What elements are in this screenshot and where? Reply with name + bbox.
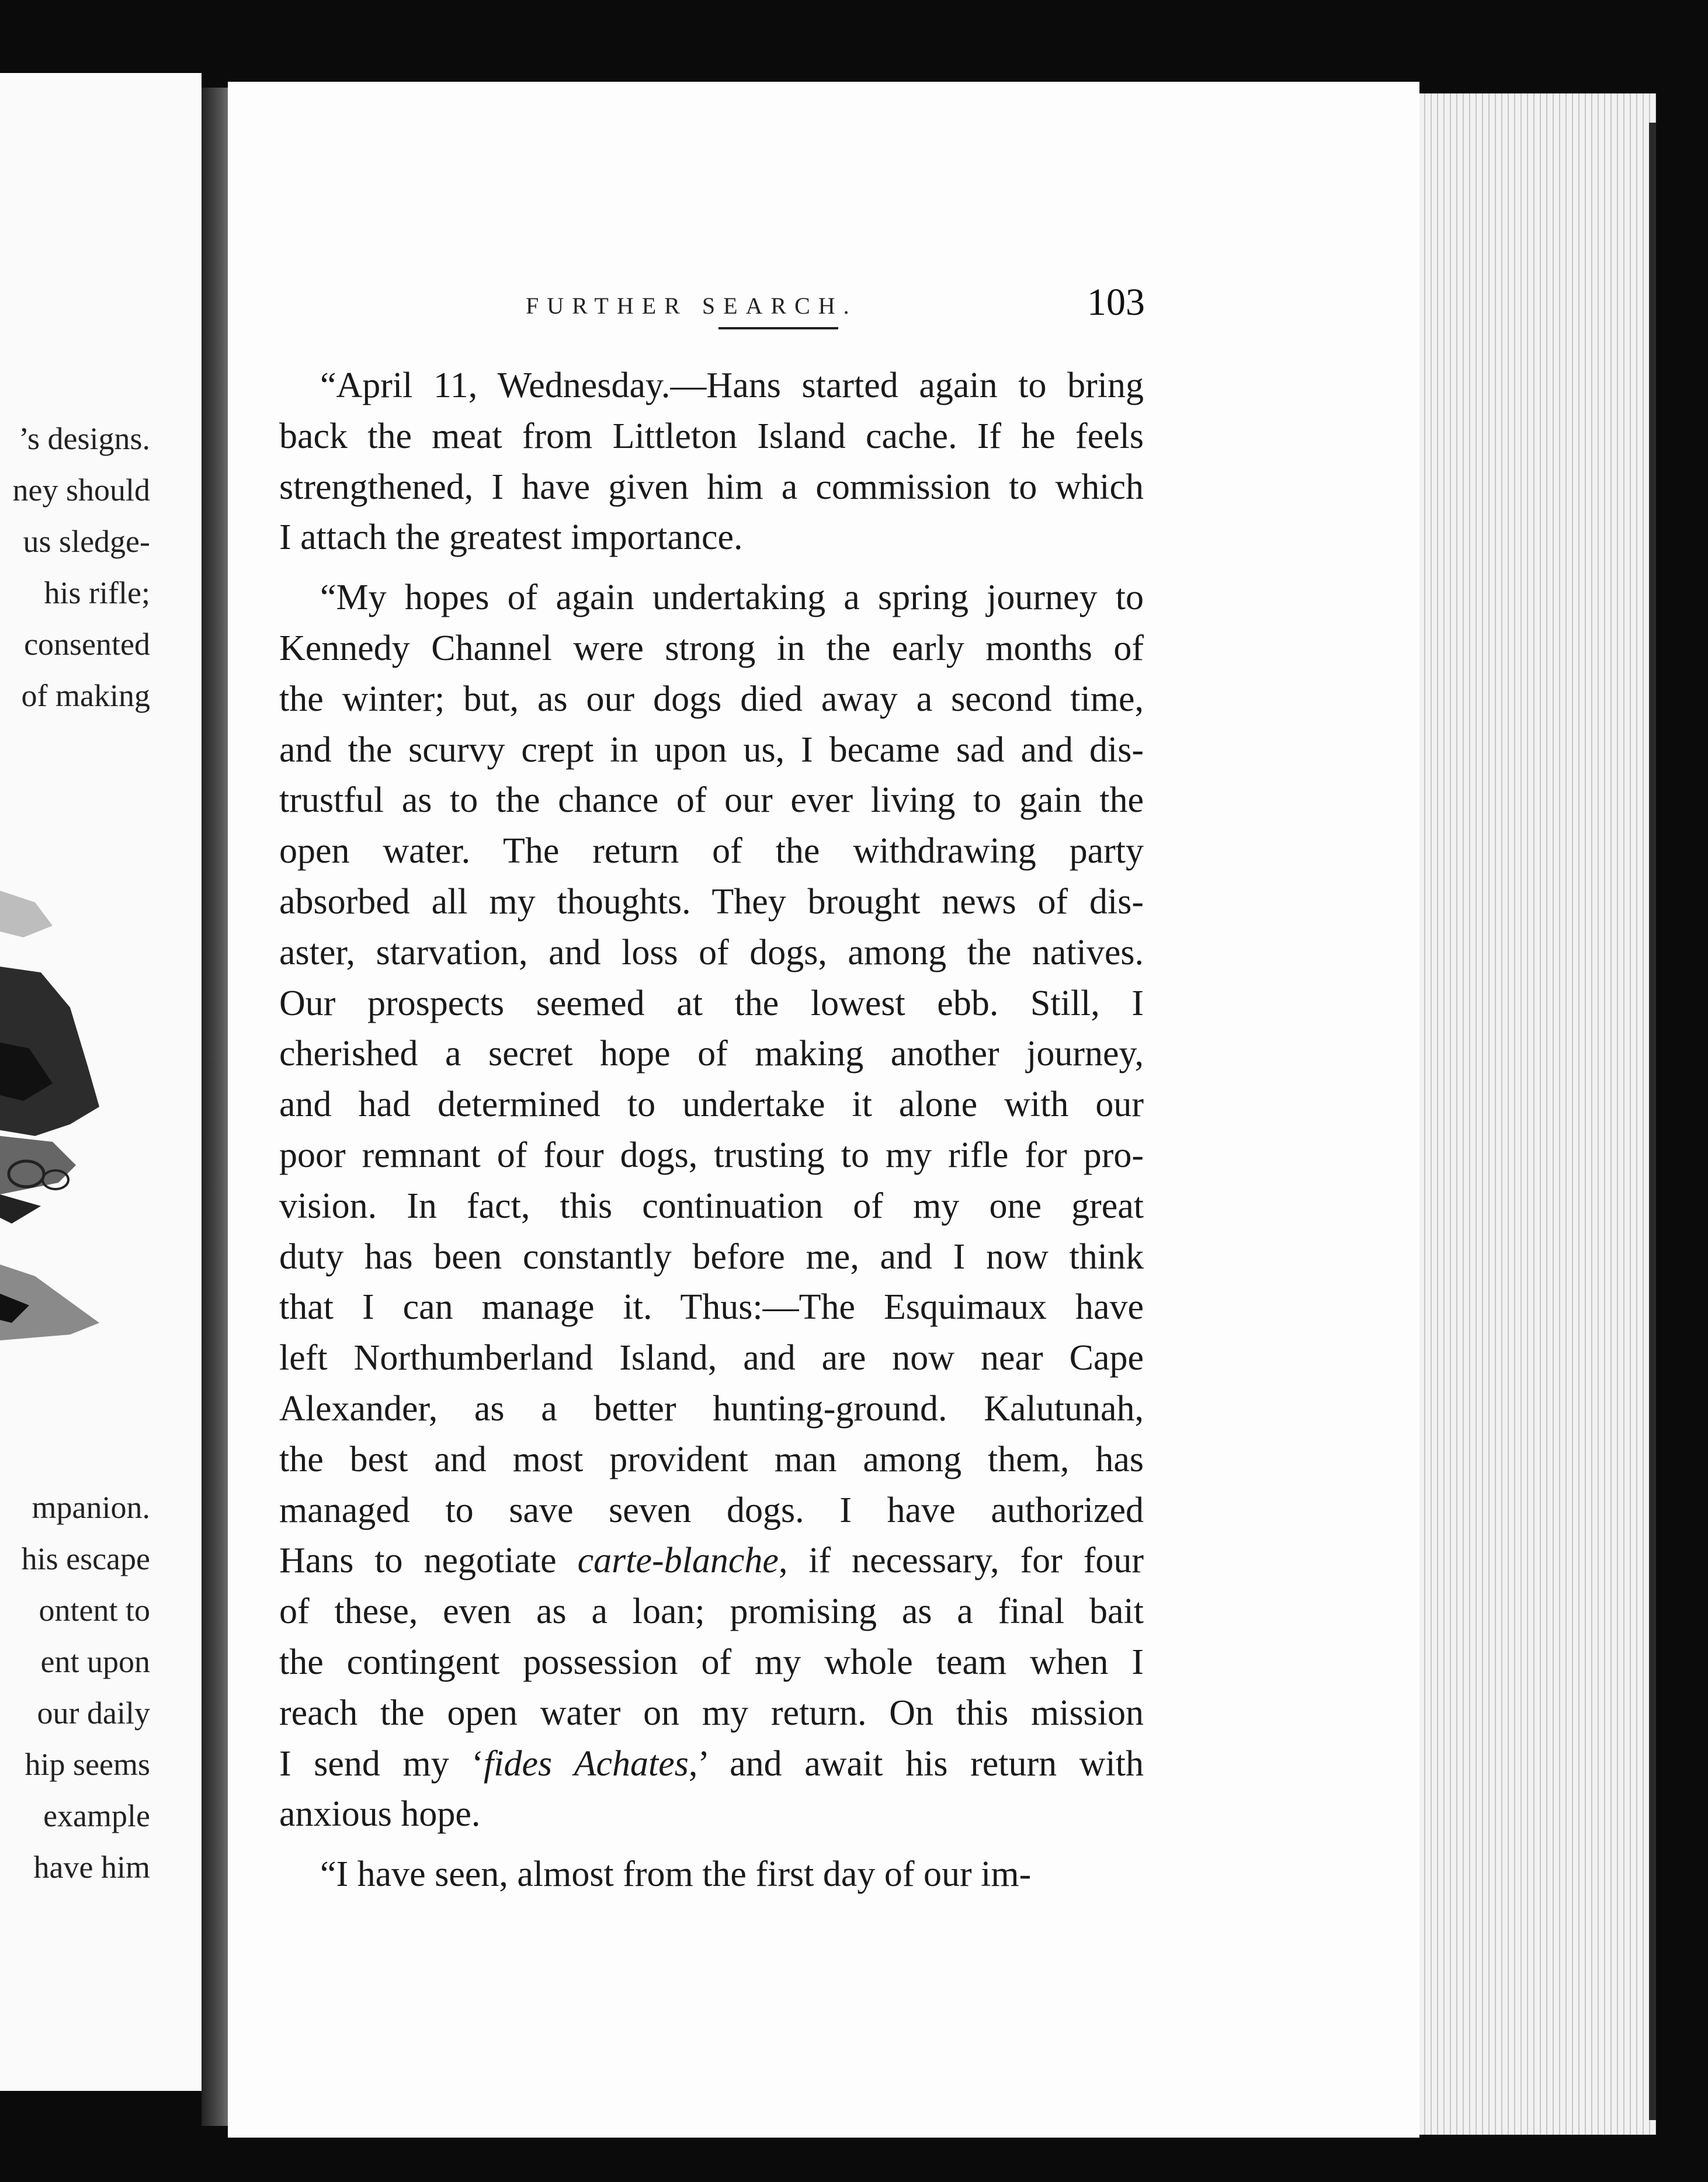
text-line: managed to save seven dogs. I have authorized	[279, 1490, 1144, 1530]
text-line: the contingent possession of my whole team when I	[279, 1642, 1144, 1682]
body-text	[279, 360, 1144, 1900]
page-header	[526, 280, 1145, 339]
text-line: Our prospects seemed at the lowest ebb. Still, I	[279, 983, 1144, 1023]
text-line: vision. In fact, this continuation of my one great	[279, 1186, 1144, 1226]
previous-page	[0, 73, 202, 2091]
text-fragment: ’s designs.	[18, 421, 150, 456]
text-fragment: of making	[21, 678, 150, 713]
text-line: Kennedy Channel were strong in the early months of	[279, 628, 1144, 668]
text-line: Alexander, as a better hunting-ground. Kalutunah,	[279, 1388, 1144, 1429]
text-line: cherished a secret hope of making another journey,	[279, 1034, 1144, 1074]
text-fragment: ney should	[12, 472, 150, 508]
text-line: absorbed all my thoughts. They brought news of dis-	[279, 881, 1144, 922]
italic-term: fides Achates	[484, 1743, 689, 1784]
italic-term: carte-blanche	[577, 1541, 779, 1581]
text-fragment: mpanion.	[32, 1490, 150, 1525]
text-line: of these, even as a loan; promising as a final bait	[279, 1592, 1144, 1632]
text-fragment: ontent to	[39, 1593, 150, 1628]
text-line: “April 11, Wednesday.—Hans started again to bring	[320, 366, 1144, 405]
page-edges	[1393, 93, 1656, 2135]
text-run: Hans to negotiate	[279, 1541, 578, 1581]
header-rule	[718, 327, 838, 329]
text-line: and the scurvy crept in upon us, I became sad and dis-	[279, 729, 1144, 770]
text-run: I send my ‘	[279, 1743, 484, 1784]
text-line: “I have seen, almost from the first day of our im-	[320, 1854, 1032, 1895]
text-line: poor remnant of four dogs, trusting to my rifle for pro-	[279, 1135, 1144, 1175]
text-line: I attach the greatest importance.	[279, 517, 743, 558]
text-fragment: consented	[24, 627, 150, 662]
text-line	[279, 1739, 1144, 1790]
text-fragment: our daily	[37, 1695, 150, 1731]
text-line: left Northumberland Island, and are now near Cape	[279, 1338, 1144, 1378]
text-line: the best and most provident man among them, has	[279, 1439, 1144, 1479]
text-line: anxious hope.	[279, 1794, 481, 1834]
text-fragment: hip seems	[25, 1747, 150, 1782]
text-line: duty has been constantly before me, and I now think	[279, 1236, 1144, 1277]
text-line: “My hopes of again undertaking a spring journey to	[320, 578, 1144, 618]
text-line: strengthened, I have given him a commission to which	[279, 467, 1144, 507]
text-run: , if necessary, for four	[778, 1541, 1144, 1581]
text-line: open water. The return of the withdrawing party	[279, 831, 1144, 871]
text-fragment: have him	[33, 1850, 150, 1885]
text-line: that I can manage it. Thus:—The Esquimaux have	[279, 1287, 1144, 1328]
text-run: ,’ and await his return with	[688, 1743, 1144, 1784]
text-line: the winter; but, as our dogs died away a second time,	[279, 679, 1144, 719]
text-line: aster, starvation, and loss of dogs, among the natives.	[279, 932, 1144, 972]
text-fragment: his escape	[21, 1541, 150, 1576]
running-head: FURTHER SEARCH.	[526, 293, 858, 319]
text-fragment: his rifle;	[44, 575, 150, 610]
text-fragment: ent upon	[40, 1644, 150, 1679]
text-line: trustful as to the chance of our ever living to gain the	[279, 780, 1144, 821]
page-number: 103	[1087, 281, 1145, 324]
engraving-illustration	[0, 891, 134, 1346]
text-line: reach the open water on my return. On this mission	[279, 1693, 1144, 1733]
text-line	[279, 1535, 1144, 1586]
text-line: and had determined to undertake it alone with our	[279, 1085, 1144, 1125]
text-fragment: us sledge-	[23, 524, 150, 559]
text-fragment: example	[43, 1798, 150, 1833]
text-line: back the meat from Littleton Island cache. If he feels	[279, 416, 1144, 456]
